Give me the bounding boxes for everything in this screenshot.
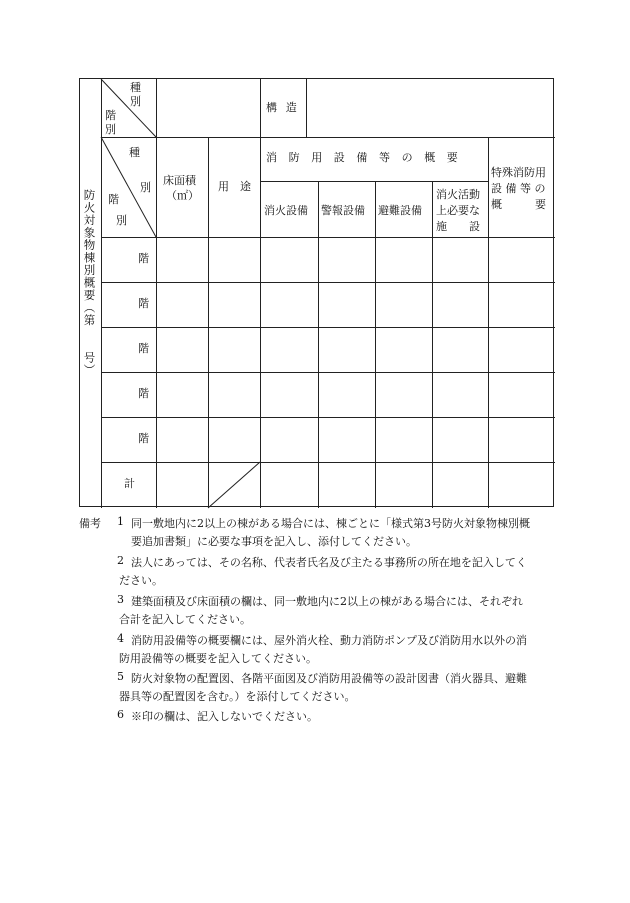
note-line: 要追加書類」に必要な事項を記入し、添付してください。 (131, 535, 417, 548)
structure-label: 構造 (266, 101, 306, 114)
note-line: ださい。 (119, 574, 163, 587)
row-divider-2 (101, 327, 555, 328)
note-line: ※印の欄は、記入しないでください。 (131, 710, 318, 723)
row-divider-3 (101, 372, 555, 373)
floor-col-divider (156, 79, 157, 508)
note-number: 3 (117, 593, 124, 606)
note-number: 4 (117, 632, 124, 645)
firefight-col-divider (432, 181, 433, 508)
header-kind-label: 種別 (130, 81, 141, 108)
col-floor1-label: 階 (108, 193, 119, 206)
header-floor-label: 階別 (105, 109, 116, 136)
col-kind2-label: 別 (140, 181, 151, 194)
body-top-divider (101, 237, 555, 238)
evac-col-divider (375, 181, 376, 508)
row-floor-label: 階 (138, 432, 149, 445)
side-title: 防火対象物棟別概要（第 号） (82, 189, 97, 377)
col-firefight-line3: 施 設 (436, 220, 480, 233)
col-kind-label: 種 (129, 146, 140, 159)
area-col-divider (208, 137, 209, 508)
note-number: 2 (117, 554, 124, 567)
structure-label-divider (306, 79, 307, 137)
note-line: 防火対象物の配置図、各階平面図及び消防用設備等の設計図書（消火器具、避難 (131, 672, 527, 685)
total-area-diagonal (208, 462, 260, 508)
col-evacuation-label: 避難設備 (378, 204, 422, 217)
row-divider-4 (101, 417, 555, 418)
col-firefight-line2: 上必要な (436, 204, 480, 217)
row-divider-5 (101, 462, 555, 463)
col-area-line1: 床面積 (163, 174, 196, 187)
note-line: 建築面積及び床面積の欄は、同一敷地内に2以上の棟がある場合には、それぞれ (131, 595, 523, 608)
row-floor-label: 階 (138, 297, 149, 310)
notes-label: 備考 (79, 517, 101, 530)
col-special-line2: 設 備 等 の (491, 182, 546, 195)
building-summary-table (79, 78, 554, 507)
kind-value-divider (260, 79, 261, 508)
col-special-line3: 概 要 (491, 198, 546, 211)
row-floor-label: 階 (138, 387, 149, 400)
row-floor-label: 階 (138, 342, 149, 355)
row-divider-1 (101, 282, 555, 283)
row-floor-label: 階 (138, 252, 149, 265)
note-number: 5 (117, 670, 124, 683)
note-line: 法人にあっては、その名称、代表者氏名及び主たる事務所の所在地を記入してく (131, 556, 527, 569)
col-alarm-label: 警報設備 (321, 204, 365, 217)
col-extinguish-label: 消火設備 (264, 204, 308, 217)
header-row-divider (101, 137, 555, 138)
note-number: 1 (117, 515, 124, 528)
col-use-label: 用 途 (218, 180, 251, 193)
col-area-line2: （㎡） (166, 189, 199, 202)
alarm-col-divider (318, 181, 319, 508)
note-line: 消防用設備等の概要欄には、屋外消火栓、動力消防ポンプ及び消防用水以外の消 (131, 634, 527, 647)
note-number: 6 (117, 708, 124, 721)
col-special-line1: 特殊消防用 (491, 166, 546, 179)
fire-equipment-group-label: 消 防 用 設 備 等 の 概 要 (266, 151, 459, 164)
note-line: 器具等の配置図を含む。）を添付してください。 (119, 690, 356, 703)
note-line: 合計を記入してください。 (119, 613, 251, 626)
note-line: 同一敷地内に2以上の棟がある場合には、棟ごとに「様式第3号防火対象物棟別概 (131, 517, 530, 530)
col-firefight-line1: 消火活動 (436, 188, 480, 201)
col-floor2-label: 別 (116, 214, 127, 227)
group-subheader-divider (260, 181, 488, 182)
note-line: 防用設備等の概要を記入してください。 (119, 652, 317, 665)
special-col-divider (488, 137, 489, 508)
total-row-label: 計 (124, 477, 135, 490)
